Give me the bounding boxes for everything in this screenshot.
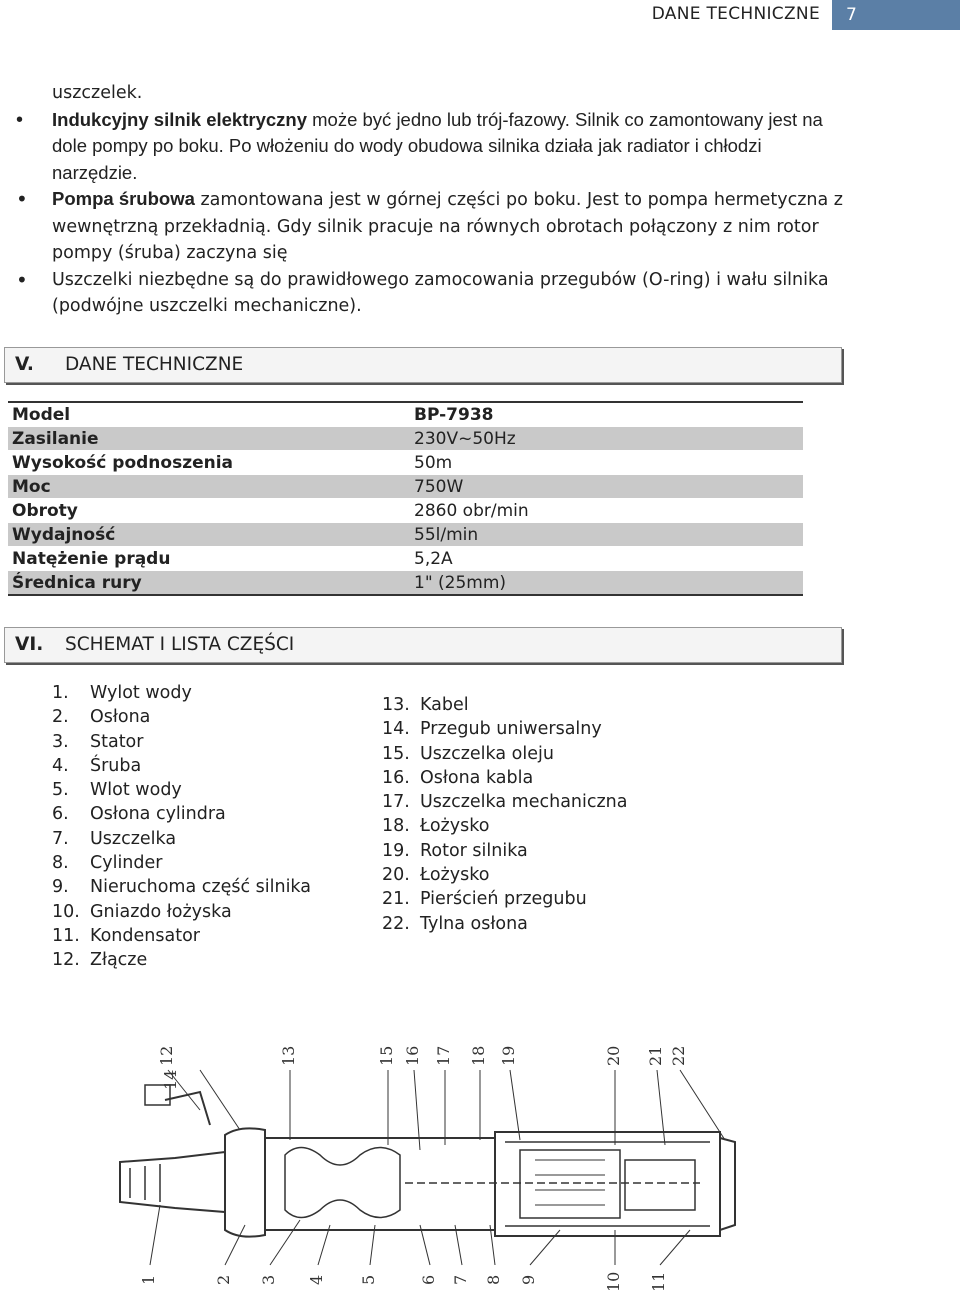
part-name: Osłona kabla — [420, 767, 534, 788]
part-name: Wlot wody — [90, 780, 182, 801]
spec-label: Moc — [8, 475, 410, 499]
part-number: 5. — [52, 780, 69, 801]
part-name: Łożysko — [420, 816, 490, 837]
diagram-label-bottom: 2 — [214, 1274, 233, 1285]
spec-table — [8, 401, 803, 596]
bullet-pump-text-2: Gdy silnik pracuje na równych obrotach połączony z nim rotor pompy (śruba) zaczyna się — [52, 216, 819, 263]
section-number: V. — [15, 354, 34, 375]
bullet-seals-text: Uszczelki niezbędne są do prawidłowego zamocowania przegubów (O-ring) i wału silnika (podwójne uszczelki mechaniczne). — [52, 269, 829, 316]
diagram-label-bottom: 3 — [259, 1274, 278, 1285]
part-name: Pierścień przegubu — [420, 889, 587, 910]
section-number: VI. — [15, 634, 44, 655]
spec-value: 5,2A — [410, 547, 803, 571]
table-row — [8, 571, 803, 596]
list-item — [52, 875, 311, 899]
diagram-label-bottom: 10 — [604, 1271, 623, 1292]
part-name: Cylinder — [90, 853, 163, 874]
page-number-badge: 7 — [832, 0, 960, 30]
part-number: 19. — [382, 840, 410, 861]
spec-value: BP-7938 — [410, 402, 803, 427]
list-item — [52, 754, 311, 778]
list-item — [52, 900, 311, 924]
spec-label: Wydajność — [8, 523, 410, 547]
diagram-label-top: 13 — [279, 1045, 298, 1066]
table-row — [8, 402, 803, 427]
spec-value: 750W — [410, 475, 803, 499]
diagram-label-bottom: 7 — [451, 1274, 470, 1285]
list-item — [382, 790, 628, 814]
part-number: 3. — [52, 731, 69, 752]
diagram-label-top: 21 — [646, 1045, 665, 1066]
list-item — [52, 827, 311, 851]
diagram-label-top: 15 — [377, 1045, 396, 1066]
part-name: Uszczelka oleju — [420, 743, 554, 764]
part-number: 20. — [382, 865, 410, 886]
diagram-label-top: 12 — [157, 1045, 176, 1066]
spec-value: 50m — [410, 451, 803, 475]
part-number: 15. — [382, 743, 410, 764]
diagram-label-top: 14 — [161, 1069, 180, 1090]
part-number: 4. — [52, 755, 69, 776]
part-number: 10. — [52, 901, 80, 922]
part-number: 11. — [52, 925, 80, 946]
table-row — [8, 427, 803, 451]
list-item — [382, 912, 628, 936]
bullet-seals — [52, 267, 852, 320]
list-item — [52, 948, 311, 972]
part-name: Gniazdo łożyska — [90, 901, 232, 922]
table-row — [8, 451, 803, 475]
spec-value: 230V~50Hz — [410, 427, 803, 451]
part-name: Stator — [90, 731, 144, 752]
part-number: 9. — [52, 877, 69, 898]
diagram-label-bottom: 1 — [139, 1274, 158, 1285]
part-number: 7. — [52, 828, 69, 849]
part-number: 18. — [382, 816, 410, 837]
part-name: Uszczelka — [90, 828, 177, 849]
section-technical-data-heading — [4, 347, 842, 383]
part-number: 21. — [382, 889, 410, 910]
table-row — [8, 523, 803, 547]
list-item — [382, 717, 628, 741]
part-name: Tylna osłona — [420, 913, 528, 934]
part-name: Rotor silnika — [420, 840, 528, 861]
section-title: DANE TECHNICZNE — [65, 354, 244, 375]
spec-label: Obroty — [8, 499, 410, 523]
part-name: Osłona — [90, 707, 151, 728]
part-number: 16. — [382, 767, 410, 788]
diagram-label-bottom: 11 — [649, 1271, 668, 1292]
part-number: 14. — [382, 719, 410, 740]
diagram-label-bottom: 9 — [519, 1274, 538, 1285]
spec-label: Natężenie prądu — [8, 547, 410, 571]
intro-text — [52, 80, 852, 320]
diagram-label-bottom: 5 — [359, 1274, 378, 1285]
diagram-label-bottom: 6 — [419, 1274, 438, 1285]
list-item — [52, 681, 311, 705]
list-item — [382, 814, 628, 838]
part-name: Śruba — [90, 755, 142, 776]
spec-value: 1" (25mm) — [410, 571, 803, 596]
bullet-motor-text: może być jedno lub trój-fazowy. Silnik co zamontowany jest na dole pompy po boku. Po włożeniu do wody obudowa silnika działa jak radiator i chłodzi narzędzie. — [52, 108, 823, 183]
bullet-motor — [52, 107, 852, 187]
list-item — [52, 778, 311, 802]
spec-value: 2860 obr/min — [410, 499, 803, 523]
list-item — [52, 730, 311, 754]
table-row — [8, 475, 803, 499]
diagram-label-top: 17 — [434, 1045, 453, 1066]
section-parts-heading — [4, 627, 842, 663]
diagram-label-bottom: 4 — [307, 1274, 326, 1285]
list-item — [382, 693, 628, 717]
part-name: Kabel — [420, 695, 469, 715]
list-item — [382, 887, 628, 911]
diagram-label-top: 16 — [403, 1045, 422, 1066]
spec-label: Zasilanie — [8, 427, 410, 451]
spec-label: Model — [8, 402, 410, 427]
part-number: 13. — [382, 695, 410, 715]
table-row — [8, 547, 803, 571]
diagram-label-bottom: 8 — [484, 1274, 503, 1285]
part-name: Osłona cylindra — [90, 804, 226, 825]
pump-cross-section-diagram — [0, 1030, 960, 1315]
list-item — [382, 839, 628, 863]
part-name: Uszczelka mechaniczna — [420, 792, 628, 813]
list-item — [52, 802, 311, 826]
parts-list-left — [52, 681, 311, 973]
diagram-label-top: 22 — [669, 1045, 688, 1066]
part-number: 1. — [52, 683, 69, 703]
part-number: 6. — [52, 804, 69, 825]
part-name: Nieruchoma część silnika — [90, 877, 311, 898]
list-item — [382, 766, 628, 790]
spec-label: Wysokość podnoszenia — [8, 451, 410, 475]
list-item — [52, 705, 311, 729]
bullet-pump-text: zamontowana jest w górnej części po boku. Jest to pompa hermetyczna z wewnętrzną przekładnią. — [52, 190, 843, 237]
list-item — [382, 742, 628, 766]
spec-label: Średnica rury — [8, 571, 410, 596]
part-name: Przegub uniwersalny — [420, 719, 602, 740]
section-title: SCHEMAT I LISTA CZĘŚCI — [65, 634, 295, 655]
diagram-label-top: 19 — [499, 1045, 518, 1066]
part-number: 12. — [52, 950, 80, 971]
diagram-label-top: 20 — [604, 1045, 623, 1066]
spec-value: 55l/min — [410, 523, 803, 547]
part-name: Złącze — [90, 950, 148, 971]
intro-line: uszczelek. — [52, 83, 143, 103]
bullet-motor-bold: Indukcyjny silnik elektryczny — [52, 108, 307, 130]
bullet-pump-bold: Pompa śrubowa — [52, 188, 195, 209]
table-row — [8, 499, 803, 523]
part-number: 17. — [382, 792, 410, 813]
page-header-title: DANE TECHNICZNE — [651, 4, 820, 24]
list-item — [52, 851, 311, 875]
part-name: Łożysko — [420, 865, 490, 886]
part-name: Kondensator — [90, 925, 200, 946]
part-number: 8. — [52, 853, 69, 874]
list-item — [52, 924, 311, 948]
parts-list-right — [382, 693, 628, 936]
diagram-label-top: 18 — [469, 1045, 488, 1066]
part-name: Wylot wody — [90, 683, 192, 703]
list-item — [382, 863, 628, 887]
bullet-pump — [52, 186, 852, 267]
part-number: 22. — [382, 913, 410, 934]
part-number: 2. — [52, 707, 69, 728]
